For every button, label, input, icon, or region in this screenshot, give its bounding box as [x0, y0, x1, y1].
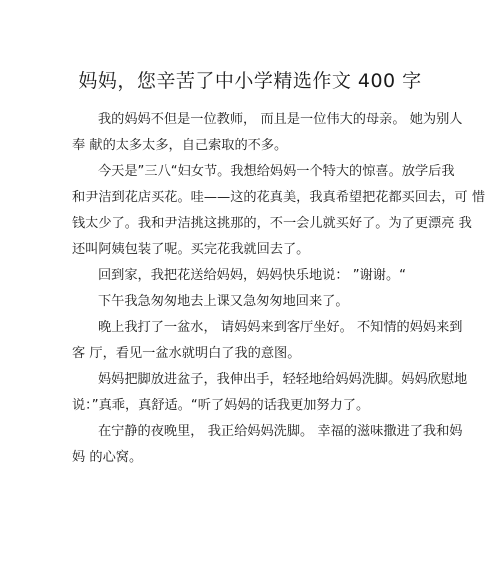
text-line: 还叫阿姨包装了呢。买完花我就回去了。: [72, 242, 310, 257]
text-line: 今天是”三八“妇女节。我想给妈妈一个特大的惊喜。放学后我: [98, 164, 455, 179]
text-line: 妈 的心窝。: [72, 450, 143, 465]
text-line: 晚上我打了一盆水， 请妈妈来到客厅坐好。 不知情的妈妈来到: [98, 320, 463, 335]
text-line: 奉 献的太多太多，自己索取的不多。: [72, 138, 288, 153]
text-line: 和尹洁到花店买花。哇——这的花真美，我真希望把花都买回去，可 惜: [72, 190, 486, 205]
text-line: 客 厅，看见一盆水就明白了我的意图。: [72, 346, 301, 361]
document-body: [72, 107, 486, 471]
text-line: 说：”真乖，真舒适。“听了妈妈的话我更加努力了。: [72, 398, 370, 413]
text-line: 我的妈妈不但是一位教师， 而且是一位伟大的母亲。 她为别人: [98, 112, 463, 127]
text-line: 下午我急匆匆地去上课又急匆匆地回来了。: [98, 294, 349, 309]
text-line: 钱太少了。我和尹洁挑这挑那的，不一会儿就买好了。为了更漂亮 我: [72, 216, 472, 231]
document-title: 妈妈，您辛苦了中小学精选作文 400 字: [78, 70, 422, 92]
text-line: 妈妈把脚放进盆子，我伸出手，轻轻地给妈妈洗脚。妈妈欣慰地: [98, 372, 468, 387]
text-line: 在宁静的夜晚里， 我正给妈妈洗脚。 幸福的滋味撒进了我和妈: [98, 424, 463, 439]
text-line: 回到家，我把花送给妈妈，妈妈快乐地说： ”谢谢。“: [98, 268, 406, 283]
